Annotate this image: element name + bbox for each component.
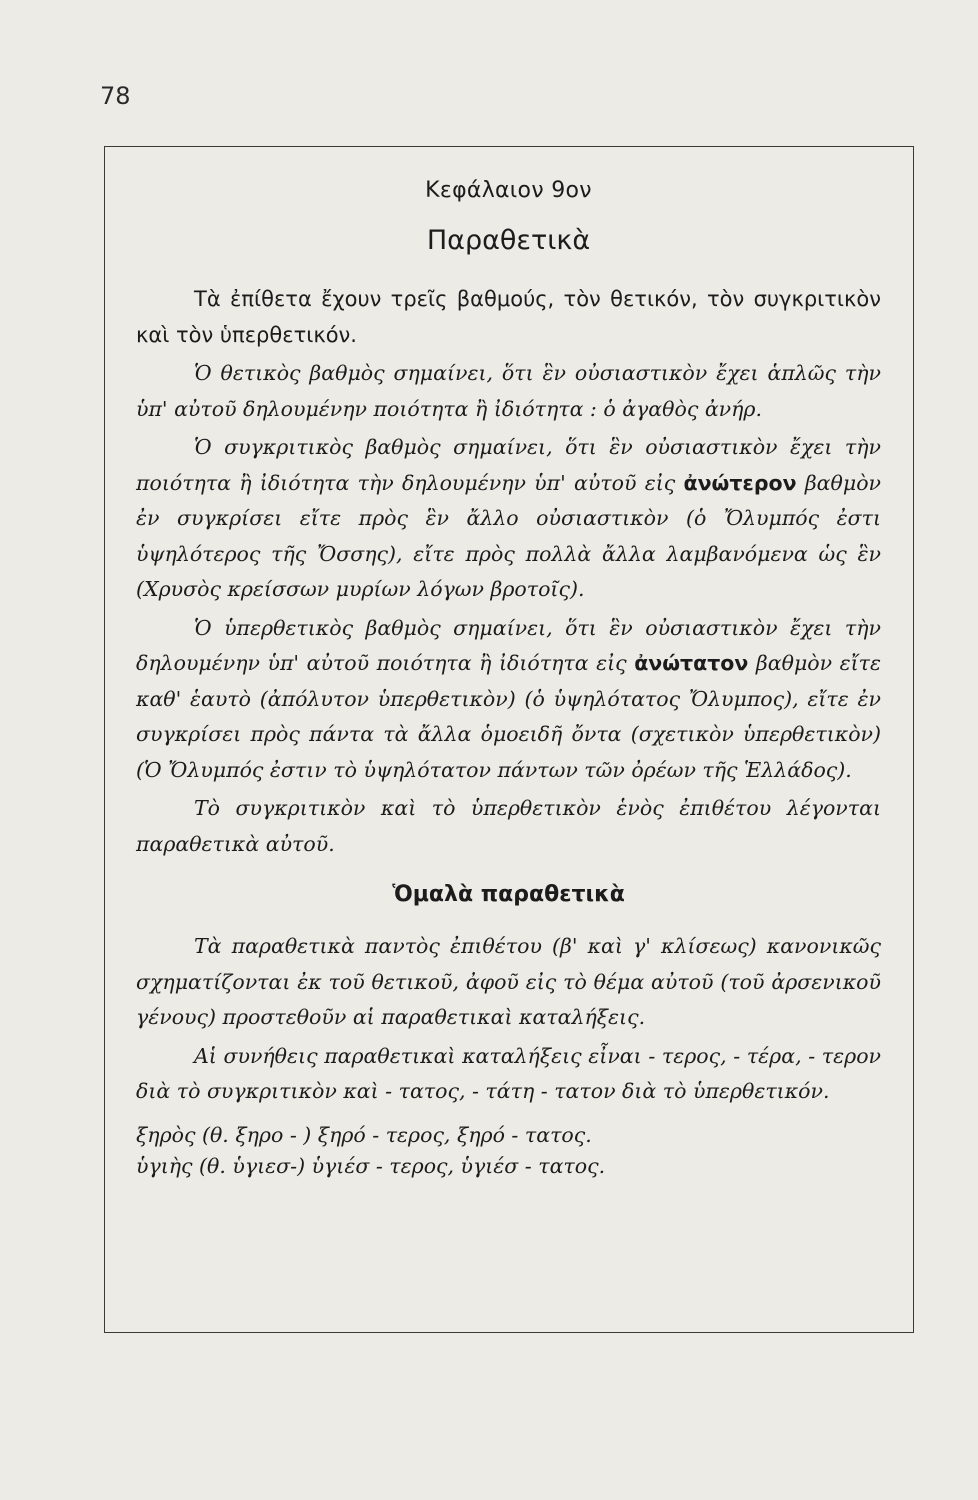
page-title: Παραθετικὰ [426,225,591,256]
superlative-text-end: βαθμὸν εἴτε καθ' ἑαυτὸ (ἀπόλυτον ὑπερθετικὸν) (ὁ ὑψηλότατος Ὄλυμπος), εἴτε ἐν συγκρίσει πρὸς πάντα τὰ ἄλλα ὁμοειδῆ ὄντα (σχετικὸν ὑπερθετικὸν) (Ὁ Ὄλυμπός ἐστιν τὸ ὑψηλότατον πάντων τῶν ὀρέων τῆς Ἑλλάδος). [136,651,881,782]
section-heading: Ὁμαλὰ παραθετικὰ [392,882,625,907]
page-number: 78 [100,82,131,110]
chapter-heading: Κεφάλαιον 9ον [425,178,592,203]
comparative-bold-term: ἀνώτερον [683,470,797,495]
examples-list [136,1120,881,1182]
comparative-text-end: βαθμὸν ἐν συγκρίσει εἴτε πρὸς ἓν ἄλλο οὐσιαστικὸν (ὁ Ὄλυμπός ἐστι ὑψηλότερος τῆς Ὄσσης), εἴτε πρὸς πολλὰ ἄλλα λαμβανόμενα ὡς ἓν (Χρυσὸς κρείσσων μυρίων λόγων βροτοῖς). [136,470,881,601]
example-line: ξηρὸς (θ. ξηρο - ) ξηρό - τερος, ξηρό - τατος. [136,1122,592,1147]
example-line: ὑγιὴς (θ. ὑγιεσ-) ὑγιέσ - τερος, ὑγιέσ - τατος. [136,1153,606,1178]
superlative-text-start: Ὁ ὑπερθετικὸς βαθμὸς σημαίνει, ὅτι ἓν οὐσιαστικὸν ἔχει τὴν δηλουμένην ὑπ' αὐτοῦ ποιότητα ἢ ἰδιότητα εἰς [136,615,881,675]
page-content [136,178,881,1182]
superlative-degree-paragraph [136,611,881,789]
positive-degree-paragraph: Ὁ θετικὸς βαθμὸς σημαίνει, ὅτι ἓν οὐσιαστικὸν ἔχει ἁπλῶς τὴν ὑπ' αὐτοῦ δηλουμένην ποιότητα ἢ ἰδιότητα : ὁ ἀγαθὸς ἀνήρ. [136,361,881,421]
comparative-degree-paragraph [136,430,881,608]
comparative-text-start: Ὁ συγκριτικὸς βαθμὸς σημαίνει, ὅτι ἓν οὐσιαστικὸν ἔχει τὴν ποιότητα ἢ ἰδιότητα τὴν δηλουμένην ὑπ' αὐτοῦ εἰς [136,435,881,495]
comparatives-note-paragraph: Τὸ συγκριτικὸν καὶ τὸ ὑπερθετικὸν ἑνὸς ἐπιθέτου λέγονται παραθετικὰ αὐτοῦ. [136,796,881,856]
intro-paragraph: Τὰ ἐπίθετα ἔχουν τρεῖς βαθμούς, τὸν θετικόν, τὸν συγκριτικὸν καὶ τὸν ὑπερθετικόν. [136,287,881,347]
regular-formation-paragraph: Τὰ παραθετικὰ παντὸς ἐπιθέτου (β' καὶ γ' κλίσεως) κανονικῶς σχηματίζονται ἐκ τοῦ θετικοῦ, ἀφοῦ εἰς τὸ θέμα αὐτοῦ (τοῦ ἀρσενικοῦ γένους) προστεθοῦν αἱ παραθετικαὶ καταλήξεις. [136,934,881,1029]
endings-paragraph: Αἱ συνήθεις παραθετικαὶ καταλήξεις εἶναι - τερος, - τέρα, - τερον διὰ τὸ συγκριτικὸν καὶ - τατος, - τάτη - τατον διὰ τὸ ὑπερθετικόν. [136,1043,881,1103]
superlative-bold-term: ἀνώτατον [634,651,749,675]
frame-bottom-rule [104,1332,914,1333]
